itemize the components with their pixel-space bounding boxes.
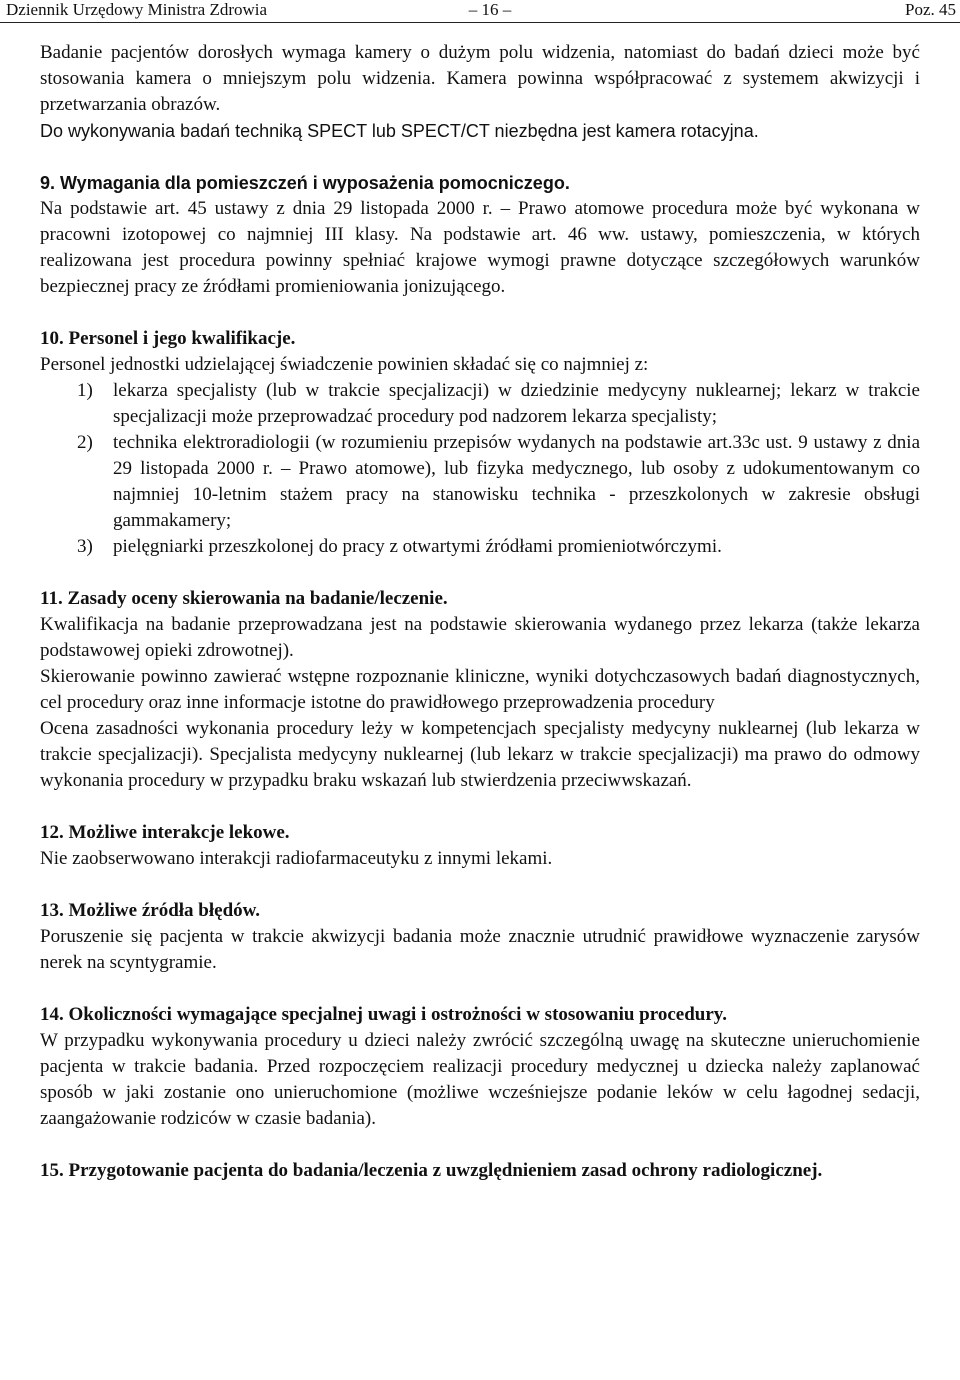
list-item [40, 534, 920, 560]
section-13 [40, 898, 920, 976]
section-10 [40, 326, 920, 560]
section-14 [40, 1002, 920, 1132]
section-13-text: Poruszenie się pacjenta w trakcie akwizycji badania może znacznie utrudnić prawidłowe wyznaczenie zarysów nerek na scyntygramie. [40, 926, 920, 973]
journal-title: Dziennik Urzędowy Ministra Zdrowia [6, 0, 268, 19]
document-body [40, 40, 920, 1184]
list-item-number: 3) [77, 536, 93, 557]
section-13-title: 13. Możliwe źródła błędów. [40, 900, 261, 921]
page-number: – 16 – [468, 0, 512, 19]
intro-paragraph-1: Badanie pacjentów dorosłych wymaga kamery o dużym polu widzenia, natomiast do badań dzieci może być stosowania kamera o mniejszym polu widzenia. Kamera powinna współpracować z systemem akwizycji i przetwarzania obrazów. [40, 42, 920, 115]
section-12-title: 12. Możliwe interakcje lekowe. [40, 822, 290, 843]
section-15 [40, 1158, 920, 1184]
section-11-title: 11. Zasady oceny skierowania na badanie/leczenie. [40, 588, 448, 609]
page-header [0, 0, 960, 23]
section-10-intro: Personel jednostki udzielającej świadczenie powinien składać się co najmniej z: [40, 354, 649, 375]
list-item-number: 1) [77, 380, 93, 401]
section-11-paragraph-1: Kwalifikacja na badanie przeprowadzana jest na podstawie skierowania wydanego przez lekarza (także lekarza podstawowej opieki zdrowotnej). [40, 614, 920, 661]
list-item [40, 430, 920, 534]
section-15-title: 15. Przygotowanie pacjenta do badania/leczenia z uwzględnieniem zasad ochrony radiologicznej. [40, 1160, 823, 1181]
section-14-text: W przypadku wykonywania procedury u dzieci należy zwrócić szczególną uwagę na skuteczne unieruchomienie pacjenta w trakcie badania. Przed rozpoczęciem realizacji procedury medycznej u dziecka należy zaplanować sposób w jaki zostanie ono unieruchomione (możliwe wcześniejsze podanie leków w celu łagodnej sedacji, zaangażowanie rodziców w czasie badania). [40, 1030, 920, 1129]
intro-paragraph-2: Do wykonywania badań techniką SPECT lub SPECT/CT niezbędna jest kamera rotacyjna. [40, 121, 759, 141]
list-item-number: 2) [77, 432, 93, 453]
section-10-title: 10. Personel i jego kwalifikacje. [40, 328, 296, 349]
section-14-title: 14. Okoliczności wymagające specjalnej uwagi i ostrożności w stosowaniu procedury. [40, 1004, 727, 1025]
personnel-list [40, 378, 920, 560]
section-9-text: Na podstawie art. 45 ustawy z dnia 29 listopada 2000 r. – Prawo atomowe procedura może być wykonana w pracowni izotopowej co najmniej III klasy. Na podstawie art. 46 ww. ustawy, pomieszczenia, w których realizowana jest procedura powinny spełniać krajowe wymogi prawne dotyczące szczegółowych warunków bezpiecznej pracy ze źródłami promieniowania jonizującego. [40, 198, 920, 297]
list-item [40, 378, 920, 430]
section-11 [40, 586, 920, 794]
section-9-title: 9. Wymagania dla pomieszczeń i wyposażenia pomocniczego. [40, 173, 570, 193]
section-12-text: Nie zaobserwowano interakcji radiofarmaceutyku z innymi lekami. [40, 848, 553, 869]
section-11-paragraph-2: Skierowanie powinno zawierać wstępne rozpoznanie kliniczne, wyniki dotychczasowych badań diagnostycznych, cel procedury oraz inne informacje istotne do prawidłowego przeprowadzenia procedury [40, 666, 920, 713]
list-item-text: lekarza specjalisty (lub w trakcie specjalizacji) w dziedzinie medycyny nuklearnej; lekarz w trakcie specjalizacji może przeprowadzać procedury pod nadzorem lekarza specjalisty; [113, 380, 920, 427]
list-item-text: technika elektroradiologii (w rozumieniu przepisów wydanych na podstawie art.33c ust. 9 ustawy z dnia 29 listopada 2000 r. – Prawo atomowe), lub fizyka medycznego, lub osoby z udokumentowanym co najmniej 10-letnim stażem pracy na stanowisku technika - przeszkolonych w zakresie obsługi gammakamery; [113, 432, 920, 531]
section-9 [40, 170, 920, 300]
list-item-text: pielęgniarki przeszkolonej do pracy z otwartymi źródłami promieniotwórczymi. [113, 536, 722, 557]
section-11-paragraph-3: Ocena zasadności wykonania procedury leży w kompetencjach specjalisty medycyny nuklearnej (lub lekarza w trakcie specjalizacji). Specjalista medycyny nuklearnej (lub lekarz w trakcie specjalizacji) ma prawo do odmowy wykonania procedury w przypadku braku wskazań lub stwierdzenia przeciwwskazań. [40, 718, 920, 791]
section-12 [40, 820, 920, 872]
position-number: Poz. 45 [905, 0, 956, 19]
